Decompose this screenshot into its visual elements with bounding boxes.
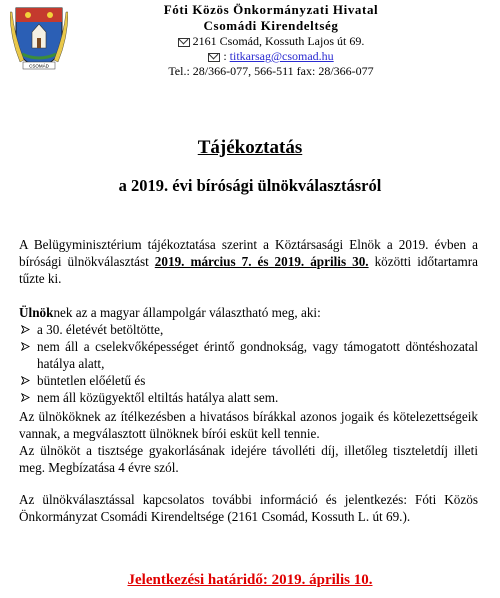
list-item <box>19 389 478 406</box>
address-line <box>140 34 402 49</box>
contact-paragraph: Az ülnökválasztással kapcsolatos további információ és jelentkezés: Fóti Közös Önkormányzat Csomádi Kirendeltsége (2161 Csomád, Kossuth L. út 69.). <box>19 492 478 524</box>
arrow-bullet-icon <box>21 393 30 402</box>
list-item-text: nem áll közügyektől eltiltás hatálya alatt sem. <box>37 390 279 405</box>
arrow-bullet-icon <box>21 325 30 334</box>
list-item <box>19 372 478 389</box>
org-name: Fóti Közös Önkormányzati Hivatal <box>163 2 379 17</box>
crest-ribbon-text: CSOMÁD <box>29 63 49 69</box>
email-link[interactable]: titkarsag@csomad.hu <box>229 49 334 63</box>
email-line <box>140 49 402 64</box>
date-to: 2019. április 30. <box>274 254 369 269</box>
eligibility-section <box>19 304 478 406</box>
list-item-text: a 30. életévét betöltötte, <box>37 322 164 337</box>
eligibility-list <box>19 321 478 406</box>
coat-of-arms <box>10 4 68 70</box>
envelope-icon <box>178 38 190 47</box>
letterhead <box>140 2 402 79</box>
intro-text: A Belügyminisztérium tájékoztatása szerint a Köztársasági Elnök a 2019. évben a bírósági ülnökválasztást <box>19 237 478 269</box>
office-name: Csomádi Kirendeltség <box>203 18 339 33</box>
intro-paragraph <box>19 236 478 287</box>
page-title: Tájékoztatás <box>197 137 303 158</box>
rights-line-2: Az ülnököt a tisztsége gyakorlásának idejére távolléti díj, illetőleg tiszteletdíj illeti meg. Megbízatása 4 évre szól. <box>19 443 478 475</box>
rights-paragraph <box>19 408 478 476</box>
list-item <box>19 338 478 372</box>
date-and: és <box>251 254 275 269</box>
list-item-text: büntetlen előéletű és <box>37 373 146 388</box>
intro-tail: közötti időtartamra tűzte ki. <box>19 254 478 286</box>
rights-line-1: Az ülnököknek az ítélkezésben a hivatásos bírákkal azonos jogaik és kötelezettségeik vannak, a megválasztott ülnöknek bírói esküt kell tennie. <box>19 409 478 441</box>
application-deadline: Jelentkezési határidő: 2019. április 10. <box>127 572 373 588</box>
list-item <box>19 321 478 338</box>
eligibility-lead-rest: nek az a magyar állampolgár választható meg, aki: <box>53 305 321 320</box>
address: 2161 Csomád, Kossuth Lajos út 69. <box>192 34 365 48</box>
envelope-icon <box>208 53 220 62</box>
email-prefix: : <box>223 49 230 63</box>
eligibility-lead <box>19 304 478 321</box>
arrow-bullet-icon <box>21 342 30 351</box>
eligibility-lead-bold: Ülnök <box>19 305 54 320</box>
list-item-text: nem áll a cselekvőképességet érintő gondnokság, vagy támogatott döntéshozatal hatálya alatt, <box>37 339 478 371</box>
date-from: 2019. március 7. <box>154 254 252 269</box>
page-subtitle: a 2019. évi bírósági ülnökválasztásról <box>118 176 382 195</box>
phone-fax: Tel.: 28/366-077, 566-511 fax: 28/366-077 <box>168 64 374 78</box>
arrow-bullet-icon <box>21 376 30 385</box>
